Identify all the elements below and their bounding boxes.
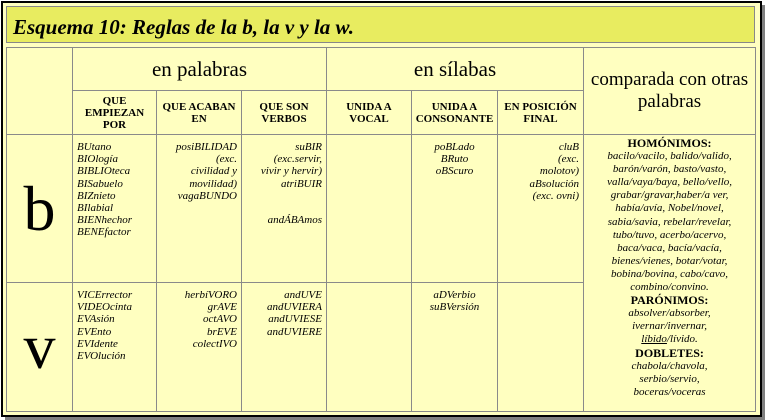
cell-b-vocal (327, 135, 412, 283)
list-line: EVEnto (77, 325, 112, 338)
list-line: (exc. (557, 153, 580, 166)
list-line: EVOlución (77, 350, 126, 363)
cell-v-consonante (412, 283, 498, 412)
paronimos-last (584, 333, 755, 346)
header-silabas: en sílabas (327, 48, 584, 91)
dobletes-list (584, 360, 755, 399)
list-line: andUVIERA (267, 301, 322, 314)
rules-table (6, 47, 756, 412)
list-line: barón/varón, basto/vasto, (612, 163, 727, 176)
list-line: vagaBUNDO (177, 189, 237, 202)
list-line: BIlabial (77, 202, 114, 215)
subheader-acaban: QUE ACABAN EN (157, 91, 242, 135)
list-line: octAVO (203, 313, 237, 326)
list-line: andÁBAmos (267, 214, 322, 227)
homonimos-title: HOMÓNIMOS: (627, 136, 712, 150)
list-line: boceras/voceras (633, 385, 706, 398)
header-comparada: comparada con otras palabras (584, 48, 756, 135)
corner-cell (7, 48, 73, 135)
list-line: bienes/vienes, botar/votar, (611, 254, 728, 267)
list-line: andUVIESE (268, 313, 322, 326)
list-line: absolver/absorber, (628, 307, 711, 320)
list-line: brEVE (207, 325, 237, 338)
list-line: tubo/tuvo, acerbo/acervo, (612, 228, 727, 241)
comparada-cell (584, 135, 756, 412)
list-line: movilidad) (189, 177, 237, 190)
list-line: andUVE (284, 289, 322, 301)
list-line: BUtano (77, 141, 112, 153)
cell-v-empiezan (73, 283, 157, 412)
list-line: valla/vaya/baya, bello/vello, (607, 176, 732, 189)
list-line: ivernar/invernar, (632, 320, 707, 333)
dobletes-title: DOBLETES: (635, 345, 704, 360)
list-line: andUVIERE (267, 325, 322, 338)
list-line: EVAsión (77, 313, 115, 326)
list-line (242, 202, 322, 214)
list-line: sabia/savia, rebelar/revelar, (607, 215, 732, 228)
list-line: (exc.servir, (273, 153, 322, 166)
cell-v-verbos (242, 283, 327, 412)
cell-b-consonante (412, 135, 498, 283)
list-line: BIZnieto (77, 189, 116, 202)
list-line: grabar/gravar,haber/a ver, (610, 189, 729, 202)
paronimos-title: PARÓNIMOS: (630, 293, 709, 308)
subheader-verbos: QUE SON VERBOS (242, 91, 327, 135)
list-line: combino/convino. (630, 281, 709, 294)
list-line: poBLado (434, 141, 475, 153)
list-line: aDVerbio (433, 289, 476, 301)
list-line: grAVE (207, 301, 237, 314)
cell-b-verbos (242, 135, 327, 283)
subheader-vocal: UNIDA A VOCAL (327, 91, 412, 135)
list-line: EVIdente (77, 337, 118, 350)
row-b (7, 135, 756, 283)
livido-word: /lívido. (666, 333, 698, 346)
subheader-empiezan: QUE EMPIEZAN POR (73, 91, 157, 135)
list-line (242, 190, 322, 202)
cell-v-acaban (157, 283, 242, 412)
subheader-consonante: UNIDA A CONSONANTE (412, 91, 498, 135)
list-line: (exc. ovni) (532, 189, 580, 202)
cell-v-vocal (327, 283, 412, 412)
homonimos-list (584, 150, 755, 294)
cell-b-empiezan (73, 135, 157, 283)
letter-b: b (7, 135, 73, 283)
list-line: suBVersión (429, 301, 480, 314)
cell-b-final (498, 135, 584, 283)
list-line: herbíVORO (184, 289, 237, 301)
list-line: (exc. (215, 153, 237, 166)
subheader-final: EN POSICIÓN FINAL (498, 91, 584, 135)
list-line: bacilo/vacilo, balido/valido, (607, 150, 732, 163)
cell-v-final (498, 283, 584, 412)
title-bar (6, 6, 755, 43)
list-line: bobina/bovina, cabo/cavo, (611, 267, 729, 280)
list-line: colectIVO (192, 337, 237, 350)
list-line: cluB (558, 141, 580, 153)
list-line: había/avía, Nobel/novel, (615, 202, 724, 215)
scheme-panel (1, 1, 762, 417)
list-line: atriBUIR (281, 177, 322, 190)
list-line: BIENhechor (77, 214, 132, 227)
letter-v: v (7, 283, 73, 412)
list-line: vivir y hervir) (260, 165, 322, 178)
cell-b-acaban (157, 135, 242, 283)
list-line: molotov) (539, 165, 580, 178)
page-title: Esquema 10: Reglas de la b, la v y la w. (13, 15, 355, 39)
list-line: suBIR (295, 141, 322, 153)
list-line: BIOlogía (77, 153, 118, 166)
list-line: civilidad y (190, 165, 237, 178)
list-line: posiBILIDAD (175, 141, 237, 153)
libido-word: líbido (641, 333, 667, 346)
list-line: BENEfactor (77, 226, 131, 239)
list-line: oBScuro (435, 165, 474, 178)
list-line: serbio/servio, (639, 372, 700, 385)
list-line: VICErrector (77, 289, 133, 301)
header-palabras: en palabras (73, 48, 327, 91)
list-line: BISabuelo (77, 177, 123, 190)
paronimos-list (584, 307, 755, 333)
list-line: aBsolución (529, 177, 580, 190)
list-line: BIBLIOteca (77, 165, 131, 178)
list-line: BRuto (440, 153, 469, 166)
list-line: chabola/chavola, (631, 359, 708, 372)
list-line: VIDEOcinta (77, 301, 132, 314)
list-line: baca/vaca, bacía/vacía, (617, 241, 722, 254)
